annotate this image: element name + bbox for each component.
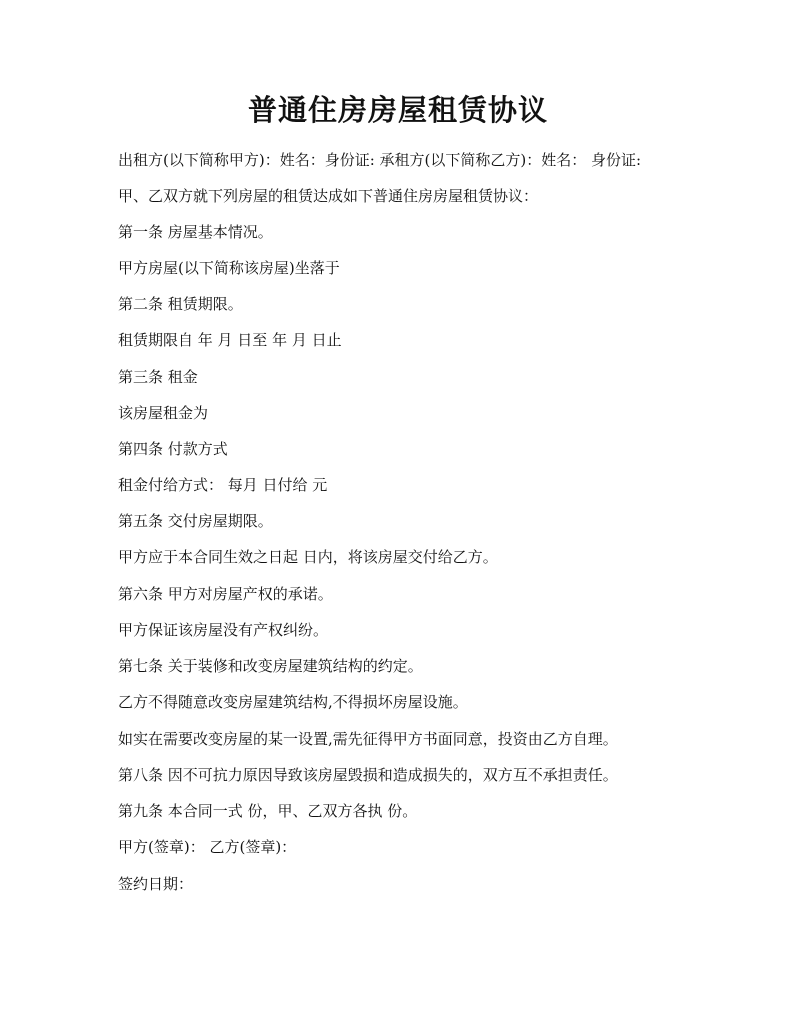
article-4-body: 租金付给方式： 每月 日付给 元 (118, 476, 328, 494)
article-9: 第九条 本合同一式 份，甲、乙双方各执 份。 (118, 802, 418, 820)
article-7-body-2: 如实在需要改变房屋的某一设置,需先征得甲方书面同意，投资由乙方自理。 (118, 730, 618, 748)
article-6-body: 甲方保证该房屋没有产权纠纷。 (118, 621, 329, 639)
article-3-heading: 第三条 租金 (118, 368, 198, 386)
article-5-body: 甲方应于本合同生效之日起 日内，将该房屋交付给乙方。 (118, 548, 498, 566)
article-4-heading: 第四条 付款方式 (118, 440, 228, 458)
article-8: 第八条 因不可抗力原因导致该房屋毁损和造成损失的，双方互不承担责任。 (118, 766, 618, 784)
article-3-body: 该房屋租金为 (118, 404, 209, 422)
article-5-heading: 第五条 交付房屋期限。 (118, 512, 273, 530)
signing-date: 签约日期： (118, 875, 194, 893)
parties-line: 出租方(以下简称甲方)：姓名：身份证: 承租方(以下简称乙方)：姓名： 身份证: (118, 151, 642, 169)
article-2-heading: 第二条 租赁期限。 (118, 295, 243, 313)
article-1-heading: 第一条 房屋基本情况。 (118, 223, 273, 241)
signature-line: 甲方(签章)： 乙方(签章)： (118, 838, 297, 856)
article-1-body: 甲方房屋(以下简称该房屋)坐落于 (118, 259, 340, 277)
article-7-heading: 第七条 关于装修和改变房屋建筑结构的约定。 (118, 657, 423, 675)
agreement-intro: 甲、乙双方就下列房屋的租赁达成如下普通住房房屋租赁协议： (118, 187, 539, 205)
article-7-body-1: 乙方不得随意改变房屋建筑结构,不得损坏房屋设施。 (118, 693, 468, 711)
document-title: 普通住房房屋租赁协议 (247, 93, 548, 127)
article-6-heading: 第六条 甲方对房屋产权的承诺。 (118, 585, 333, 603)
article-2-body: 租赁期限自 年 月 日至 年 月 日止 (118, 331, 342, 349)
